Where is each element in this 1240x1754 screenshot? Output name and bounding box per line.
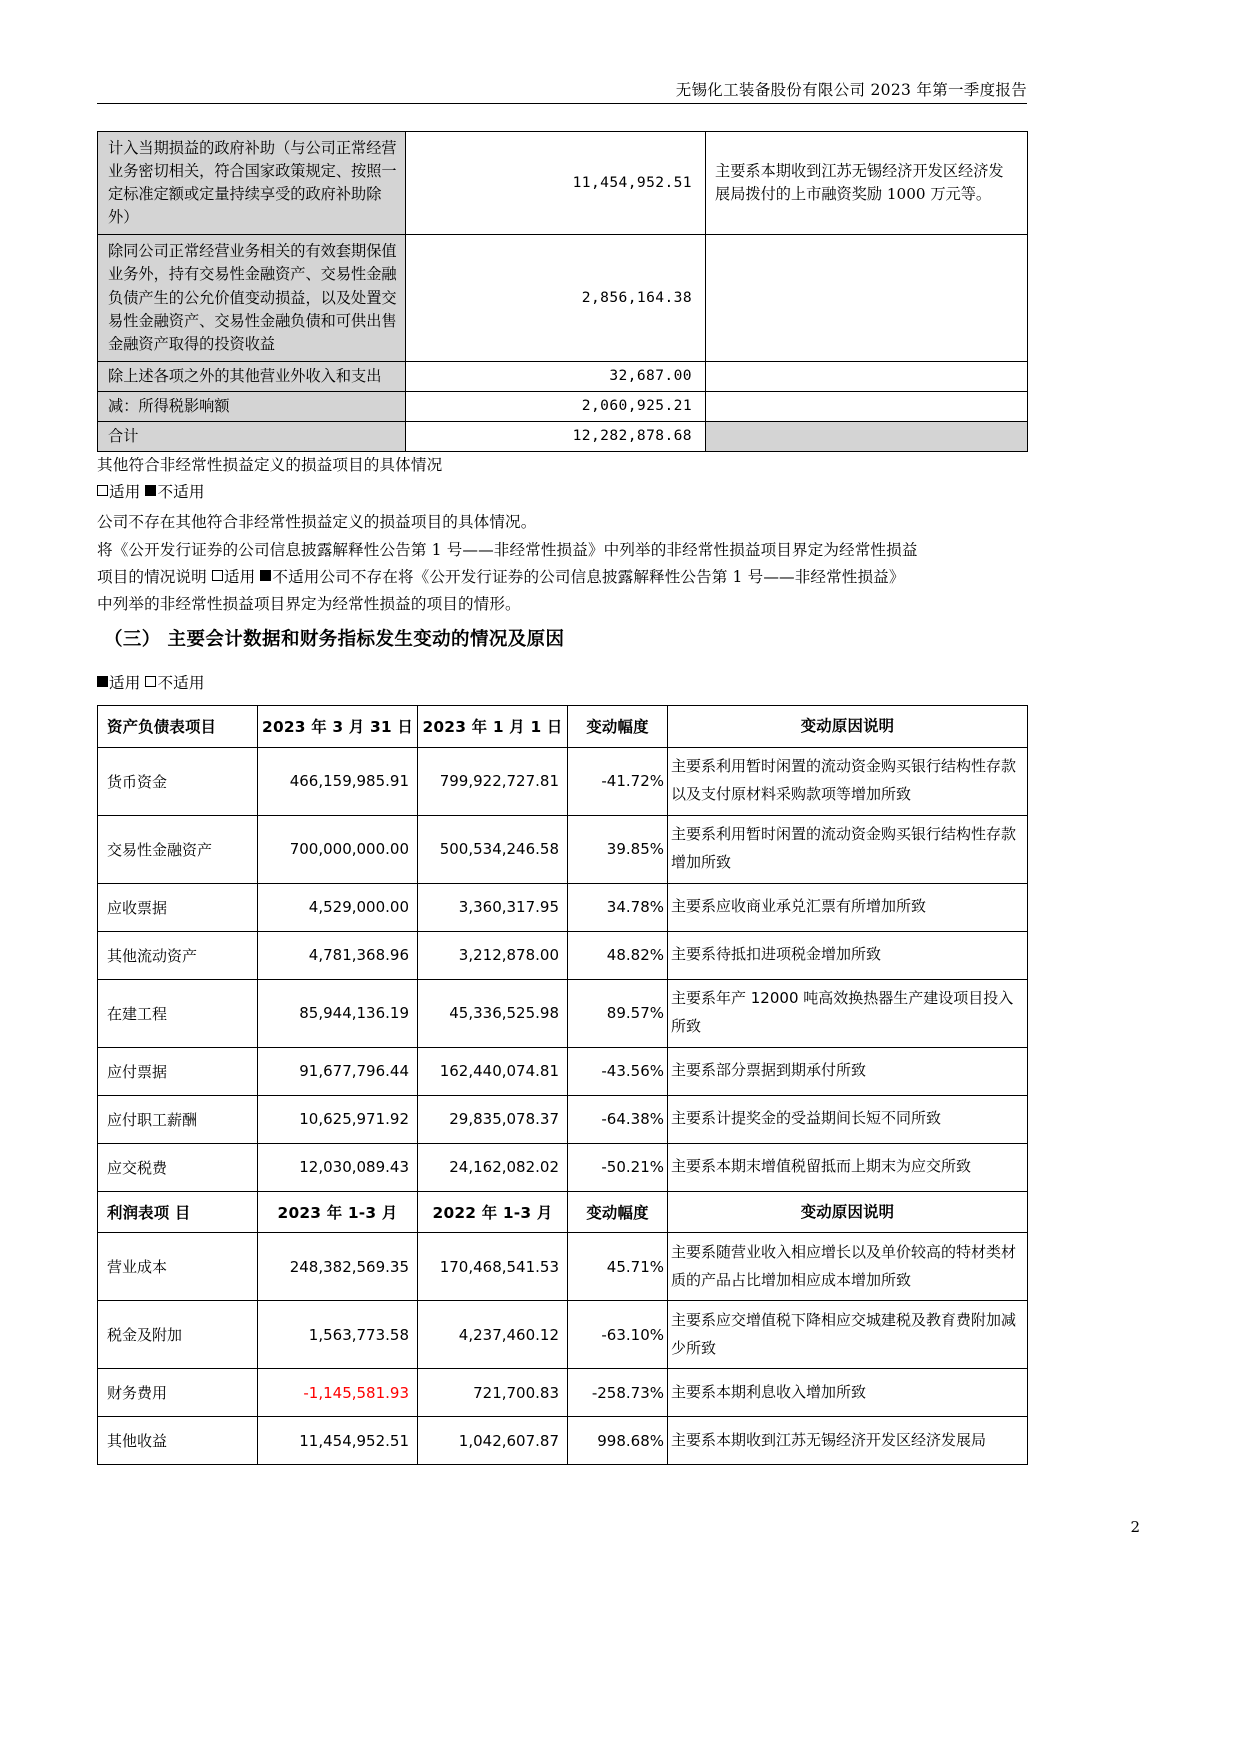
item-note	[706, 391, 1028, 421]
row-change: 998.68%	[568, 1417, 668, 1465]
row-reason: 主要系利用暂时闲置的流动资金购买银行结构性存款以及支付原材料采购款项等增加所致	[668, 747, 1028, 815]
paragraph-reclassification-line2	[97, 570, 1035, 586]
table-row	[98, 235, 1028, 361]
row-item-label: 其他流动资产	[98, 931, 258, 979]
row-value1: 4,529,000.00	[258, 883, 418, 931]
row-change: 89.57%	[568, 979, 668, 1047]
row-value2: 3,360,317.95	[418, 883, 568, 931]
row-item-label: 税金及附加	[98, 1301, 258, 1369]
row-value1: 12,030,089.43	[258, 1143, 418, 1191]
row-reason: 主要系年产 12000 吨高效换热器生产建设项目投入所致	[668, 979, 1028, 1047]
item-label: 除上述各项之外的其他营业外收入和支出	[98, 361, 406, 391]
table-row	[98, 1233, 1028, 1301]
row-value2: 3,212,878.00	[418, 931, 568, 979]
row-value1: 700,000,000.00	[258, 815, 418, 883]
col-header-value1: 2023 年 1-3 月	[258, 1191, 418, 1233]
table-row	[98, 931, 1028, 979]
row-value2: 799,922,727.81	[418, 747, 568, 815]
item-label: 计入当期损益的政府补助（与公司正常经营业务密切相关，符合国家政策规定、按照一定标准定额或定量持续享受的政府补助除外）	[98, 132, 406, 235]
table-row	[98, 815, 1028, 883]
row-change: -64.38%	[568, 1095, 668, 1143]
row-value1: 85,944,136.19	[258, 979, 418, 1047]
paragraph-other-items-heading: 其他符合非经常性损益定义的损益项目的具体情况	[97, 456, 443, 474]
col-header-reason: 变动原因说明	[668, 1191, 1028, 1233]
item-note: 主要系本期收到江苏无锡经济开发区经济发展局拨付的上市融资奖励 1000 万元等。	[706, 132, 1028, 235]
table-row	[98, 1301, 1028, 1369]
item-label: 合计	[98, 422, 406, 452]
row-value2: 721,700.83	[418, 1369, 568, 1417]
applicable-label: 适用	[109, 674, 141, 692]
checkbox-filled-icon[interactable]	[260, 570, 271, 581]
row-reason: 主要系应交增值税下降相应交城建税及教育费附加减少所致	[668, 1301, 1028, 1369]
row-value2: 45,336,525.98	[418, 979, 568, 1047]
not-applicable-label: 不适用	[157, 674, 205, 692]
row-value2: 24,162,082.02	[418, 1143, 568, 1191]
row-reason: 主要系本期利息收入增加所致	[668, 1369, 1028, 1417]
col-header-change: 变动幅度	[568, 706, 668, 748]
row-reason: 主要系部分票据到期承付所致	[668, 1047, 1028, 1095]
applicable-label: 适用	[109, 483, 141, 501]
row-value2: 1,042,607.87	[418, 1417, 568, 1465]
table-row-total	[98, 422, 1028, 452]
header-divider	[97, 103, 1027, 104]
applicability-line-2	[97, 676, 1035, 692]
table-row	[98, 391, 1028, 421]
table-header-row-income	[98, 1191, 1028, 1233]
table-body	[98, 132, 1028, 452]
situation-label: 项目的情况说明	[97, 568, 207, 586]
not-applicable-text: 不适用公司不存在将《公开发行证券的公司信息披露解释性公告第 1 号——非经常性损益》	[272, 568, 905, 586]
row-reason: 主要系本期收到江苏无锡经济开发区经济发展局	[668, 1417, 1028, 1465]
table-header-row-balance	[98, 706, 1028, 748]
applicable-label: 适用	[223, 568, 256, 586]
page-number: 2	[1130, 1518, 1140, 1536]
table-row	[98, 1095, 1028, 1143]
row-item-label: 财务费用	[98, 1369, 258, 1417]
row-change: -43.56%	[568, 1047, 668, 1095]
item-note	[706, 235, 1028, 361]
row-change: -41.72%	[568, 747, 668, 815]
paragraph-no-other-items: 公司不存在其他符合非经常性损益定义的损益项目的具体情况。	[97, 513, 537, 531]
checkbox-filled-icon[interactable]	[145, 485, 156, 496]
not-applicable-label: 不适用	[157, 483, 205, 501]
row-value1: 91,677,796.44	[258, 1047, 418, 1095]
row-change: 34.78%	[568, 883, 668, 931]
table-row	[98, 132, 1028, 235]
row-value1: 1,563,773.58	[258, 1301, 418, 1369]
row-value1: -1,145,581.93	[258, 1369, 418, 1417]
col-header-reason: 变动原因说明	[668, 706, 1028, 748]
checkbox-empty-icon[interactable]	[97, 485, 108, 496]
item-amount: 12,282,878.68	[406, 422, 706, 452]
row-reason: 主要系随营业收入相应增长以及单价较高的特材类材质的产品占比增加相应成本增加所致	[668, 1233, 1028, 1301]
item-amount: 2,060,925.21	[406, 391, 706, 421]
item-label: 除同公司正常经营业务相关的有效套期保值业务外，持有交易性金融资产、交易性金融负债产生的公允价值变动损益，以及处置交易性金融资产、交易性金融负债和可供出售金融资产取得的投资收益	[98, 235, 406, 361]
table-row	[98, 747, 1028, 815]
row-item-label: 交易性金融资产	[98, 815, 258, 883]
paragraph-reclassification-line3: 中列举的非经常性损益项目界定为经常性损益的项目的情形。	[97, 595, 521, 613]
row-value1: 4,781,368.96	[258, 931, 418, 979]
row-value1: 11,454,952.51	[258, 1417, 418, 1465]
row-value2: 4,237,460.12	[418, 1301, 568, 1369]
item-amount: 11,454,952.51	[406, 132, 706, 235]
row-item-label: 应收票据	[98, 883, 258, 931]
col-header-item: 资产负债表项目	[98, 706, 258, 748]
row-value1: 248,382,569.35	[258, 1233, 418, 1301]
item-amount: 2,856,164.38	[406, 235, 706, 361]
row-reason: 主要系利用暂时闲置的流动资金购买银行结构性存款增加所致	[668, 815, 1028, 883]
page-header-title: 无锡化工装备股份有限公司 2023 年第一季度报告	[675, 81, 1027, 99]
table-row	[98, 1143, 1028, 1191]
row-item-label: 在建工程	[98, 979, 258, 1047]
table-row	[98, 979, 1028, 1047]
row-value2: 170,468,541.53	[418, 1233, 568, 1301]
row-change: -50.21%	[568, 1143, 668, 1191]
row-reason: 主要系待抵扣进项税金增加所致	[668, 931, 1028, 979]
non-recurring-items-table-wrapper	[97, 131, 1027, 452]
row-value1: 10,625,971.92	[258, 1095, 418, 1143]
table-row	[98, 1047, 1028, 1095]
col-header-item: 利润表项 目	[98, 1191, 258, 1233]
row-change: 39.85%	[568, 815, 668, 883]
row-reason: 主要系本期末增值税留抵而上期末为应交所致	[668, 1143, 1028, 1191]
row-item-label: 应付票据	[98, 1047, 258, 1095]
table-row	[98, 361, 1028, 391]
section-title-three: （三） 主要会计数据和财务指标发生变动的情况及原因	[104, 629, 565, 650]
row-value2: 29,835,078.37	[418, 1095, 568, 1143]
col-header-change: 变动幅度	[568, 1191, 668, 1233]
item-note	[706, 361, 1028, 391]
row-item-label: 其他收益	[98, 1417, 258, 1465]
row-item-label: 应付职工薪酬	[98, 1095, 258, 1143]
row-reason: 主要系计提奖金的受益期间长短不同所致	[668, 1095, 1028, 1143]
table-body	[98, 706, 1028, 1465]
row-value1: 466,159,985.91	[258, 747, 418, 815]
checkbox-empty-icon[interactable]	[212, 570, 223, 581]
item-note	[706, 422, 1028, 452]
applicability-line-1	[97, 485, 1035, 501]
checkbox-empty-icon[interactable]	[145, 676, 156, 687]
row-change: 48.82%	[568, 931, 668, 979]
row-reason: 主要系应收商业承兑汇票有所增加所致	[668, 883, 1028, 931]
row-change: -63.10%	[568, 1301, 668, 1369]
checkbox-filled-icon[interactable]	[97, 676, 108, 687]
financial-changes-table	[97, 705, 1028, 1465]
col-header-value1: 2023 年 3 月 31 日	[258, 706, 418, 748]
non-recurring-items-table	[97, 131, 1028, 452]
row-value2: 500,534,246.58	[418, 815, 568, 883]
col-header-value2: 2022 年 1-3 月	[418, 1191, 568, 1233]
col-header-value2: 2023 年 1 月 1 日	[418, 706, 568, 748]
item-label: 减：所得税影响额	[98, 391, 406, 421]
row-change: -258.73%	[568, 1369, 668, 1417]
row-value2: 162,440,074.81	[418, 1047, 568, 1095]
row-item-label: 货币资金	[98, 747, 258, 815]
row-item-label: 营业成本	[98, 1233, 258, 1301]
table-row	[98, 1417, 1028, 1465]
paragraph-reclassification-line1: 将《公开发行证券的公司信息披露解释性公告第 1 号——非经常性损益》中列举的非经常性损益项目界定为经常性损益	[97, 541, 918, 559]
table-row	[98, 883, 1028, 931]
row-change: 45.71%	[568, 1233, 668, 1301]
financial-changes-table-wrapper	[97, 705, 1027, 1465]
row-item-label: 应交税费	[98, 1143, 258, 1191]
table-row	[98, 1369, 1028, 1417]
item-amount: 32,687.00	[406, 361, 706, 391]
